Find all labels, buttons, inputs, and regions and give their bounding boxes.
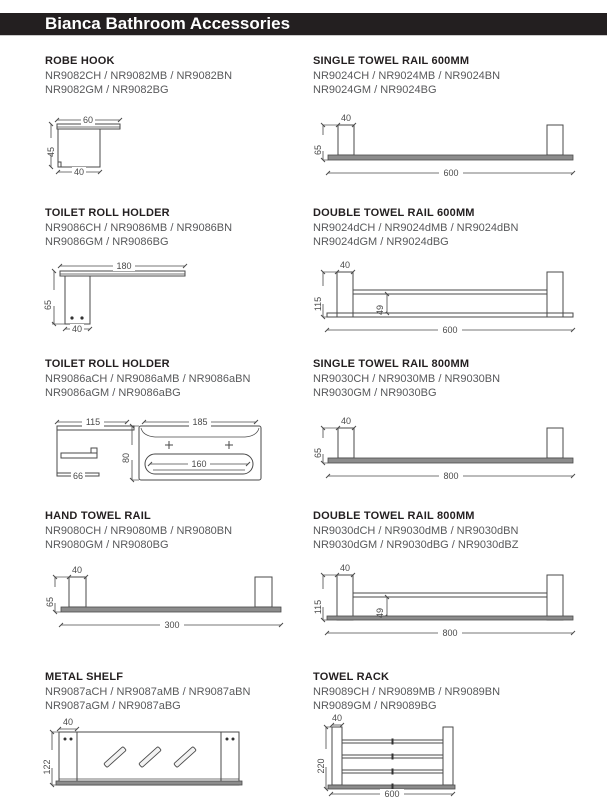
double-towel-rail-600-drawing <box>315 260 600 340</box>
product-outline <box>328 428 573 463</box>
product-title: DOUBLE TOWEL RAIL 800MM <box>313 510 475 522</box>
single-towel-rail-800-drawing <box>313 416 598 486</box>
product-codes-line1: NR9086CH / NR9086MB / NR9086BN <box>45 222 233 234</box>
product-single-towel-rail-600 <box>313 55 603 205</box>
dimension-lines <box>323 272 573 330</box>
dim-label-gap: 49 <box>375 304 385 316</box>
dim-label-side-depth: 66 <box>72 471 84 481</box>
robe-hook-drawing <box>47 111 162 186</box>
dim-label-length: 800 <box>442 628 458 638</box>
product-outline <box>328 125 573 160</box>
product-outline <box>57 124 120 167</box>
product-codes-line2: NR9080GM / NR9080BG <box>45 538 169 551</box>
product-codes-line1: NR9030CH / NR9030MB / NR9030BN <box>313 373 501 385</box>
product-codes-line2: NR9030GM / NR9030BG <box>313 386 437 399</box>
product-double-towel-rail-600 <box>313 207 603 356</box>
dimension-lines <box>323 575 573 633</box>
product-title: METAL SHELF <box>45 671 124 683</box>
dim-label-length: 600 <box>443 168 459 178</box>
toilet-roll-holder-a-drawing <box>47 413 262 495</box>
dimension-lines <box>323 428 573 476</box>
product-codes-line1: NR9024CH / NR9024MB / NR9024BN <box>313 70 501 82</box>
product-codes-line2: NR9086aGM / NR9086aBG <box>45 386 181 399</box>
dim-label-side-width: 115 <box>85 417 101 427</box>
product-codes-line1: NR9080CH / NR9080MB / NR9080BN <box>45 525 233 537</box>
dim-label-front-height: 80 <box>121 452 131 464</box>
product-title: TOILET ROLL HOLDER <box>45 358 170 370</box>
dim-label-height: 65 <box>313 447 323 459</box>
single-towel-rail-600-drawing <box>313 113 598 183</box>
dim-label-bracket: 40 <box>340 416 352 426</box>
dim-label-height: 65 <box>43 299 53 311</box>
hand-towel-rail-drawing <box>47 565 282 635</box>
dim-label-length: 300 <box>164 620 180 630</box>
dim-label-bracket: 40 <box>340 113 352 123</box>
product-robe-hook <box>45 55 307 205</box>
product-toilet-roll-holder-a <box>45 358 307 508</box>
product-title: HAND TOWEL RAIL <box>45 510 151 522</box>
dim-label-length: 600 <box>442 325 458 335</box>
dimension-lines <box>326 725 453 794</box>
dim-label-length: 800 <box>443 471 459 481</box>
product-hand-towel-rail <box>45 510 307 669</box>
dim-label-height: 115 <box>313 296 323 312</box>
dim-label-bracket: 40 <box>71 324 83 334</box>
product-outline <box>60 271 185 324</box>
product-metal-shelf <box>42 671 307 805</box>
dim-label-height: 220 <box>316 758 326 774</box>
dim-label-width-bottom: 40 <box>73 167 85 177</box>
dim-label-bracket: 40 <box>339 260 351 270</box>
product-title: TOWEL RACK <box>313 671 390 683</box>
product-codes-line2: NR9086GM / NR9086BG <box>45 235 169 248</box>
page-title: Bianca Bathroom Accessories <box>45 14 291 33</box>
product-outline <box>327 272 573 317</box>
product-codes-line1: NR9024dCH / NR9024dMB / NR9024dBN <box>313 222 519 234</box>
product-codes-line1: NR9030dCH / NR9030dMB / NR9030dBN <box>313 525 519 537</box>
product-outline <box>61 577 281 612</box>
product-codes-line2: NR9024GM / NR9024BG <box>313 83 437 96</box>
product-codes-line2: NR9089GM / NR9089BG <box>313 699 437 712</box>
product-codes-line2: NR9087aGM / NR9087aBG <box>45 699 181 712</box>
product-title: DOUBLE TOWEL RAIL 600MM <box>313 207 475 219</box>
front-view <box>132 422 261 480</box>
towel-rack-drawing <box>316 713 481 799</box>
dimension-lines <box>52 729 77 785</box>
dimension-lines <box>55 577 281 625</box>
product-toilet-roll-holder <box>45 207 307 356</box>
dim-label-gap: 49 <box>375 607 385 619</box>
product-codes-line2: NR9024dGM / NR9024dBG <box>313 235 449 248</box>
dim-label-length: 600 <box>384 789 400 799</box>
dim-label-height: 65 <box>313 144 323 156</box>
product-title: ROBE HOOK <box>45 55 115 67</box>
metal-shelf-drawing <box>42 717 245 792</box>
product-double-towel-rail-800 <box>313 510 603 669</box>
dim-label-length: 180 <box>116 261 132 271</box>
product-codes-line2: NR9030dGM / NR9030dBG / NR9030dBZ <box>313 538 519 551</box>
product-codes-line2: NR9082GM / NR9082BG <box>45 83 169 96</box>
product-title: SINGLE TOWEL RAIL 600MM <box>313 55 470 67</box>
product-codes-line1: NR9089CH / NR9089MB / NR9089BN <box>313 686 501 698</box>
product-codes-line1: NR9086aCH / NR9086aMB / NR9086aBN <box>45 373 251 385</box>
dimension-lines <box>323 125 573 173</box>
dim-label-bracket: 40 <box>331 713 343 723</box>
double-towel-rail-800-drawing <box>315 563 600 643</box>
product-towel-rack <box>313 671 603 805</box>
product-outline <box>327 575 573 620</box>
product-title: TOILET ROLL HOLDER <box>45 207 170 219</box>
toilet-roll-holder-drawing <box>43 258 192 338</box>
dim-label-bracket: 40 <box>71 565 83 575</box>
product-single-towel-rail-800 <box>313 358 603 508</box>
dim-label-front-width: 185 <box>192 417 208 427</box>
dim-label-height: 115 <box>313 599 323 615</box>
page-header-bar <box>0 13 607 36</box>
product-title: SINGLE TOWEL RAIL 800MM <box>313 358 470 370</box>
dim-label-bracket: 40 <box>62 717 74 727</box>
dim-label-bracket: 40 <box>339 563 351 573</box>
dim-label-roll-width: 160 <box>191 459 207 469</box>
dim-label-height: 65 <box>45 596 55 608</box>
side-view <box>57 422 134 476</box>
product-codes-line1: NR9087aCH / NR9087aMB / NR9087aBN <box>45 686 251 698</box>
dim-label-height: 122 <box>42 759 52 775</box>
product-outline <box>328 727 455 790</box>
product-outline <box>56 732 242 785</box>
dim-label-height: 45 <box>46 146 56 158</box>
product-codes-line1: NR9082CH / NR9082MB / NR9082BN <box>45 70 233 82</box>
dim-label-width-top: 60 <box>82 115 94 125</box>
